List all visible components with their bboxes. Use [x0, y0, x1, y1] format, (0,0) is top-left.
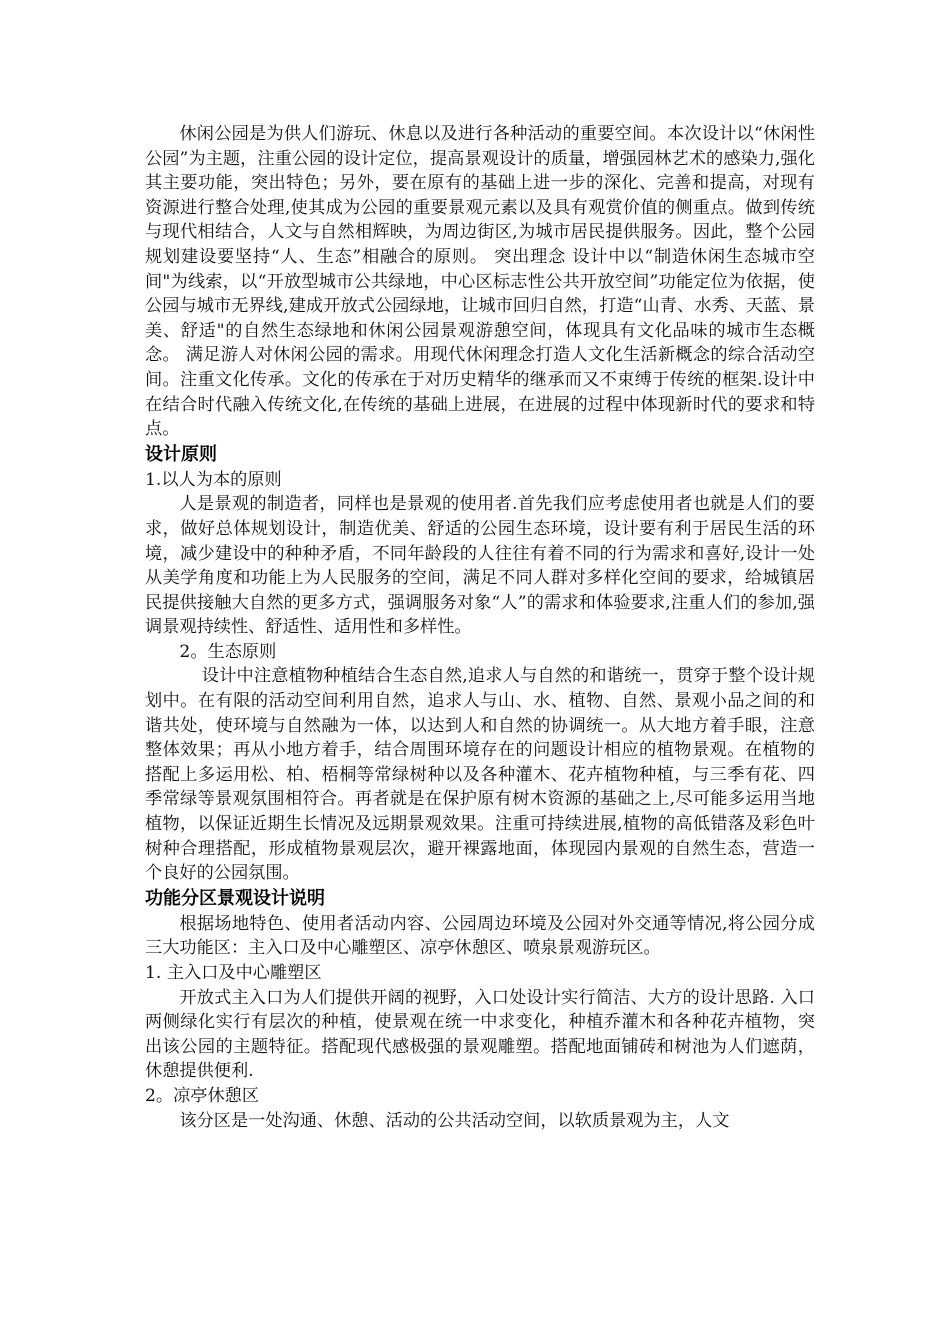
- principle2-paragraph: 设计中注意植物种植结合生态自然,追求人与自然的和谐统一，贯穿于整个设计规划中。在有限的活动空间利用自然，追求人与山、水、植物、自然、景观小品之间的和谐共处，使环境与自然融为一体，以达到人和自然的协调统一。从大地方着手眼，注意整体效果；再从小地方着手，结合周围环境存在的问题设计相应的植物景观。在植物的搭配上多运用松、柏、梧桐等常绿树种以及各种灌木、花卉植物种植，与三季有花、四季常绿等景观氛围相符合。再者就是在保护原有树木资源的基础之上,尽可能多运用当地植物，以保证近期生长情况及远期景观效果。注重可持续进展,植物的高低错落及彩色叶树种合理搭配，形成植物景观层次，避开裸露地面，体现园内景观的自然生态，营造一个良好的公园氛围。: [145, 666, 815, 884]
- zoning-heading: 功能分区景观设计说明: [145, 887, 325, 909]
- zone2-paragraph: 该分区是一处沟通、休憩、活动的公共活动空间，以软质景观为主，人文: [179, 1110, 730, 1131]
- principle1-paragraph: 人是景观的制造者，同样也是景观的使用者.首先我们应考虑使用者也就是人们的要求，做好总体规划设计，制造优美、舒适的公园生态环境，设计要有利于居民生活的环境，减少建设中的种种矛盾，不同年龄段的人往往有着不同的行为需求和喜好,设计一处从美学角度和功能上为人民服务的空间，满足不同人群对多样化空间的要求，给城镇居民提供接触大自然的更多方式，强调服务对象“人”的需求和体验要求,注重人们的参加,强调景观持续性、舒适性、适用性和多样性。: [145, 494, 815, 638]
- document-page: [145, 122, 815, 1133]
- principle2-title: 2。生态原则: [179, 641, 277, 662]
- principle1-title: 1.以人为本的原则: [145, 469, 282, 490]
- design-principles-heading: 设计原则: [145, 443, 217, 465]
- intro-paragraph: 休闲公园是为供人们游玩、休息以及进行各种活动的重要空间。本次设计以“休闲性公园”为主题，注重公园的设计定位，提高景观设计的质量，增强园林艺术的感染力,强化其主要功能，突出特色；另外，要在原有的基础上进一步的深化、完善和提高，对现有资源进行整合处理,使其成为公园的重要景观元素以及具有观赏价值的侧重点。做到传统与现代相结合，人文与自然相辉映，为周边街区,为城市居民提供服务。因此，整个公园规划建设要坚持“人、生态”相融合的原则。 突出理念 设计中以“制造休闲生态城市空间"为线索，以“开放型城市公共绿地，中心区标志性公共开放空间”功能定位为依据，使公园与城市无界线,建成开放式公园绿地，让城市回归自然，打造“山青、水秀、天蓝、景美、舒适"的自然生态绿地和休闲公园景观游憩空间，体现具有文化品味的城市生态概念。 满足游人对休闲公园的需求。用现代休闲理念打造人文化生活新概念的综合活动空间。注重文化传承。文化的传承在于对历史精华的继承而又不束缚于传统的框架.设计中在结合时代融入传统文化,在传统的基础上进展，在进展的过程中体现新时代的要求和特点。: [145, 124, 815, 440]
- zone1-paragraph: 开放式主入口为人们提供开阔的视野，入口处设计实行简洁、大方的设计思路. 入口两侧绿化实行有层次的种植，使景观在统一中求变化，种植乔灌木和各种花卉植物，突出该公园的主题特征。搭配现代感极强的景观雕塑。搭配地面铺砖和树池为人们遮荫，休憩提供便利.: [145, 987, 815, 1082]
- zone2-title: 2。凉亭休憩区: [145, 1085, 260, 1106]
- zoning-intro: 根据场地特色、使用者活动内容、公园周边环境及公园对外交通等情况,将公园分成三大功能区：主入口及中心雕塑区、凉亭休憩区、喷泉景观游玩区。: [145, 913, 815, 959]
- zone1-title: 1. 主入口及中心雕塑区: [145, 963, 322, 983]
